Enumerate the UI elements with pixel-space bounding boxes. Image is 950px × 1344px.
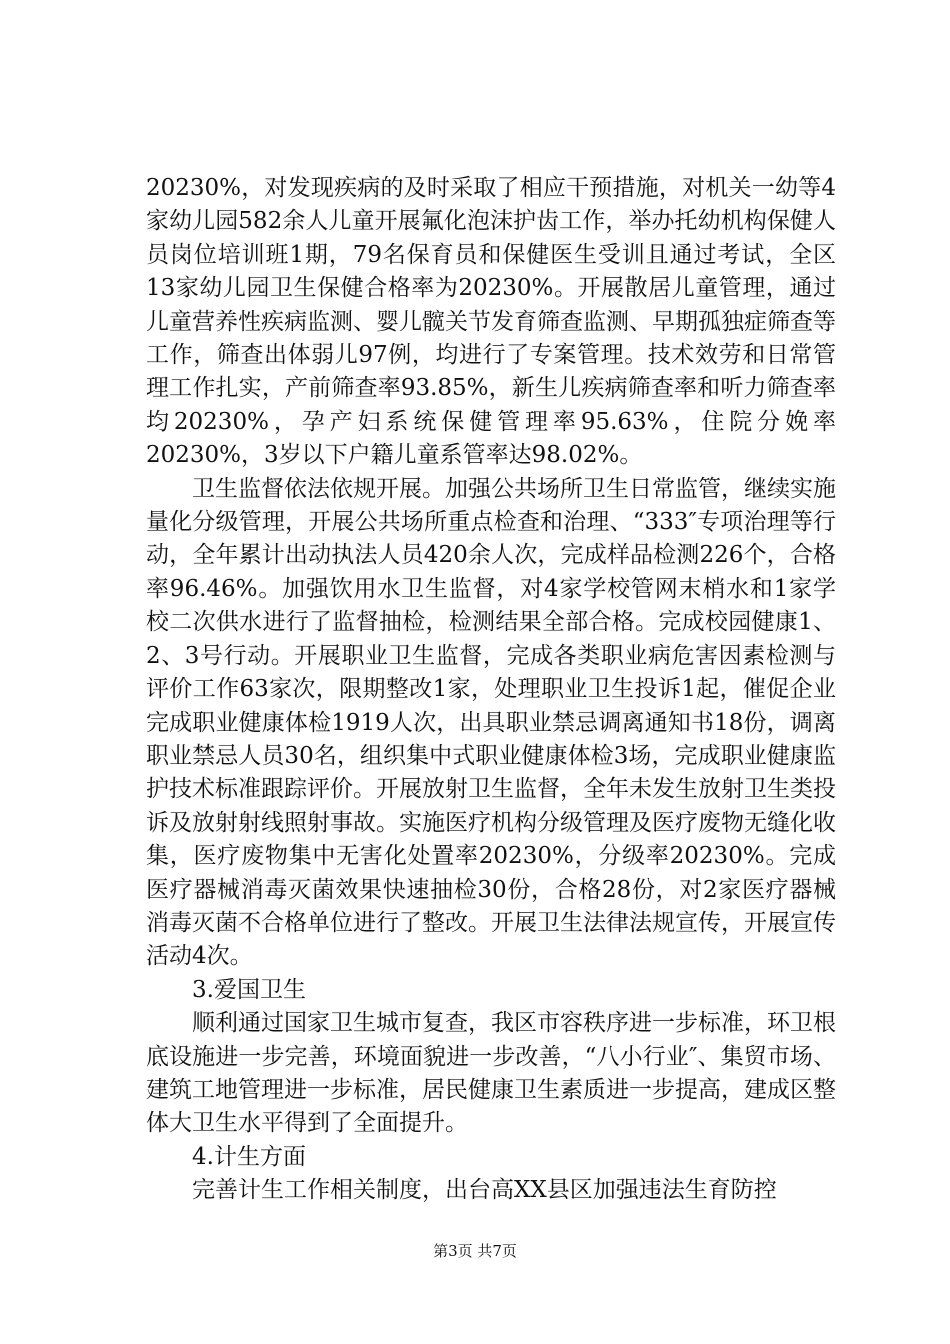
section-heading-patriotic-health: 3.爱国卫生 [192,976,306,1003]
paragraph-patriotic-health: 顺利通过国家卫生城市复查，我区市容秩序进一步标准，环卫根底设施进一步完善，环境面貌进一步改善，“八小行业″、集贸市场、建筑工地管理进一步标准，居民健康卫生素质进一步提高，建成区整体大卫生水平得到了全面提升。 [146,1010,836,1137]
page-footer [0,1241,950,1261]
document-body [146,172,836,1208]
paragraph-family-planning: 完善计生工作相关制度，出台高XX县区加强违法生育防控 [192,1177,777,1204]
paragraph-child-health: 20230%，对发现疾病的及时采取了相应干预措施，对机关一幼等4家幼儿园582余人儿童开展氟化泡沫护齿工作，举办托幼机构保健人员岗位培训班1期，79名保育员和保健医生受训且通过考试，全区13家幼儿园卫生保健合格率为20230%。开展散居儿童管理，通过儿童营养性疾病监测、婴儿髋关节发育筛查监测、早期孤独症筛查等工作，筛查出体弱儿97例，均进行了专案管理。技术效劳和日常管理工作扎实，产前筛查率93.85%，新生儿疾病筛查率和听力筛查率均20230%，孕产妇系统保健管理率95.63%，住院分娩率20230%，3岁以下户籍儿童系管率达98.02%。 [146,175,836,469]
paragraph-health-supervision: 卫生监督依法依规开展。加强公共场所卫生日常监管，继续实施量化分级管理，开展公共场所重点检查和治理、“333″专项治理等行动，全年累计出动执法人员420余人次，完成样品检测226个，合格率96.46%。加强饮用水卫生监督，对4家学校管网末梢水和1家学校二次供水进行了监督抽检，检测结果全部合格。完成校园健康1、2、3号行动。开展职业卫生监督，完成各类职业病危害因素检测与评价工作63家次，限期整改1家，处理职业卫生投诉1起，催促企业完成职业健康体检1919人次，出具职业禁忌调离通知书18份，调离职业禁忌人员30名，组织集中式职业健康体检3场，完成职业健康监护技术标准跟踪评价。开展放射卫生监督，全年未发生放射卫生类投诉及放射射线照射事故。实施医疗机构分级管理及医疗废物无缝化收集，医疗废物集中无害化处置率20230%，分级率20230%。完成医疗器械消毒灭菌效果快速抽检30份，合格28份，对2家医疗器械消毒灭菌不合格单位进行了整改。开展卫生法律法规宣传，开展宣传活动4次。 [146,475,836,970]
page-number-label: 第3页 共7页 [433,1242,517,1260]
section-heading-family-planning: 4.计生方面 [192,1143,306,1170]
